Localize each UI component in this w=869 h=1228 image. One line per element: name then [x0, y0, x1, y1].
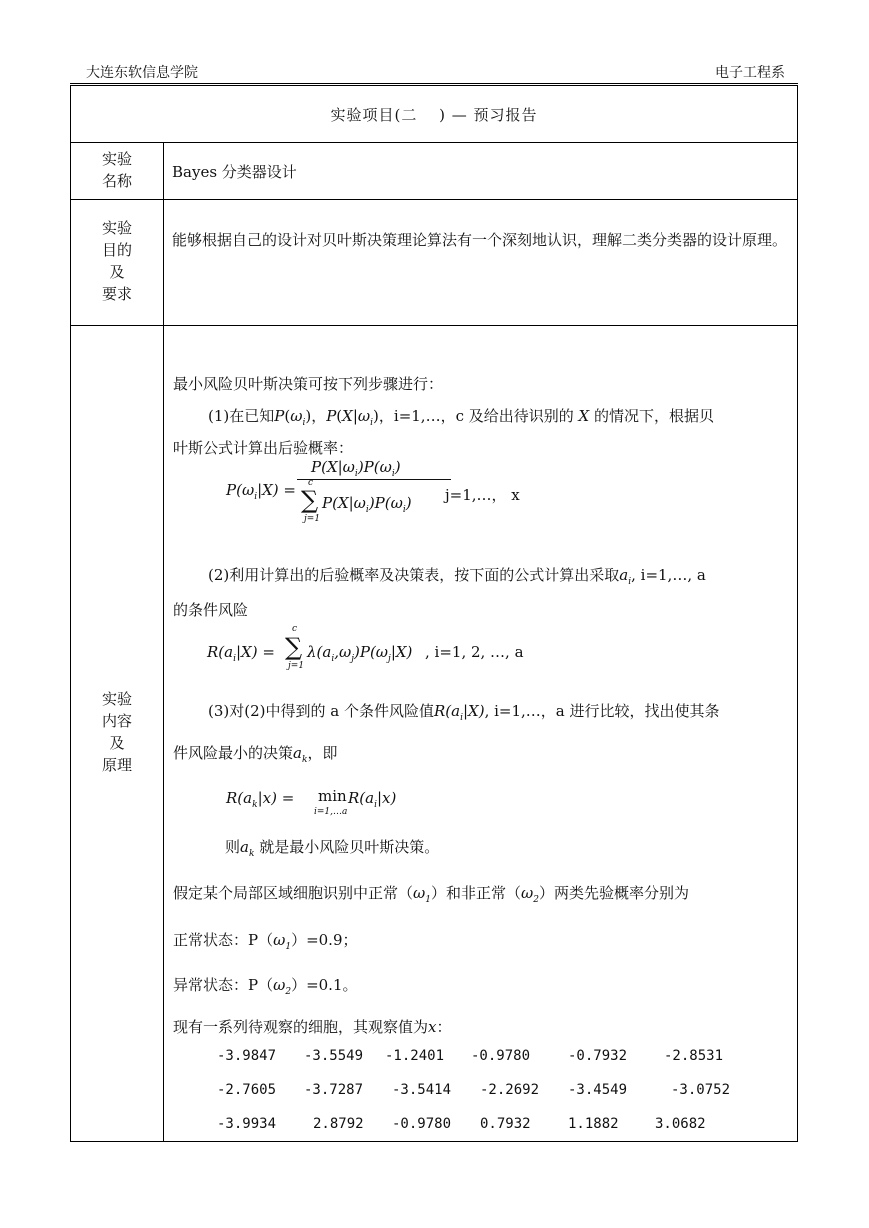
header-department: 电子工程系 — [715, 65, 785, 81]
step1-line2: 叶斯公式计算出后验概率： — [173, 439, 354, 457]
step2-line1: (2)利用计算出的后验概率及决策表，按下面的公式计算出采取$a_i$, i=1,…, a — [208, 566, 706, 587]
intro-text: 最小风险贝叶斯决策可按下列步骤进行： — [173, 375, 444, 393]
step3-line2-a: 件风险最小的决策 — [173, 744, 294, 762]
name-label-line2: 名称 — [101, 172, 132, 190]
obs-r2c5: 3.0682 — [655, 1116, 706, 1132]
name-row — [71, 143, 797, 200]
step2-line2: 的条件风险 — [173, 601, 249, 619]
step3-part-a: (3)对(2)中得到的 a 个条件风险值 — [208, 702, 434, 720]
assume-a: 假定某个局部区域细胞识别中正常（ — [173, 884, 414, 902]
experiment-name: Bayes 分类器设计 — [172, 163, 297, 181]
name-label — [71, 148, 163, 192]
goal-row — [71, 200, 797, 326]
step1-part-a: (1)在已知 — [208, 407, 275, 425]
eq1-tail: j=1,…， x — [445, 486, 520, 504]
obs-r0c5: -2.8531 — [664, 1048, 724, 1064]
formula-prior: P — [274, 407, 285, 425]
header-institution: 大连东软信息学院 — [86, 65, 198, 81]
obs-r2c1: 2.8792 — [313, 1116, 364, 1132]
abnormal-prior: 异常状态：$P(\omega_2)=0.1$。 — [173, 976, 358, 997]
obs-r1c0: -2.7605 — [217, 1082, 277, 1098]
goal-label-line1: 实验 — [101, 219, 132, 237]
content-label-line1: 实验 — [101, 690, 132, 708]
obs-r1c3: -2.2692 — [480, 1082, 540, 1098]
goal-label-line4: 要求 — [101, 285, 132, 303]
obs-r0c1: -3.5549 — [304, 1048, 364, 1064]
obs-r1c4: -3.4549 — [568, 1082, 628, 1098]
observation-intro: 现有一系列待观察的细胞，其观察值为x： — [173, 1018, 452, 1036]
assume-c: ）两类先验概率分别为 — [538, 884, 689, 902]
content-label-line4: 原理 — [101, 756, 132, 774]
abnormal-label: 异常状态：P（ — [173, 976, 274, 994]
step2-part-b: , i=1,…, a — [631, 566, 706, 584]
conclusion-b: 就是最小风险贝叶斯决策。 — [259, 838, 440, 856]
step3-line2-b: ，即 — [307, 744, 338, 762]
goal-label-line3: 及 — [109, 263, 125, 281]
normal-label: 正常状态：P（ — [173, 931, 274, 949]
content-label-line2: 内容 — [101, 712, 132, 730]
normal-value: ）=0.9； — [291, 931, 358, 949]
title-row — [71, 86, 797, 143]
name-label-line1: 实验 — [101, 150, 132, 168]
header-rule — [70, 83, 798, 84]
content-label-line3: 及 — [109, 734, 125, 752]
conclusion-a: 则 — [225, 838, 241, 856]
eq2-tail: , i=1, 2, …, a — [425, 643, 524, 661]
goal-label-line2: 目的 — [101, 241, 132, 259]
assumption-line: 假定某个局部区域细胞识别中正常$(\omega_1)$和非正常$(\omega_2)$两类先验概率分别为 — [173, 884, 689, 905]
obs-r0c0: -3.9847 — [217, 1048, 277, 1064]
obs-r1c1: -3.7287 — [304, 1082, 364, 1098]
obs-r0c4: -0.7932 — [568, 1048, 628, 1064]
report-table — [70, 85, 798, 1142]
obs-r2c2: -0.9780 — [392, 1116, 452, 1132]
step3-part-b: , i=1,…，a 进行比较，找出使其条 — [484, 702, 720, 720]
assume-b: ）和非正常（ — [430, 884, 521, 902]
step2-part-a: (2)利用计算出的后验概率及决策表，按下面的公式计算出采取 — [208, 566, 620, 584]
obs-r2c4: 1.1882 — [568, 1116, 619, 1132]
content-label — [71, 688, 163, 776]
step3-line1: (3)对(2)中得到的 a 个条件风险值$R(a_i|X)$, i=1,…，a 进行比较，找出使其条 — [208, 702, 720, 723]
obs-r1c2: -3.5414 — [392, 1082, 452, 1098]
conclusion-line: 则$a_k$ 就是最小风险贝叶斯决策。 — [225, 838, 440, 859]
observation-intro-text: 现有一系列待观察的细胞，其观察值为 — [173, 1018, 429, 1036]
step1-part-c: 的情况下，根据贝 — [594, 407, 715, 425]
obs-r2c3: 0.7932 — [480, 1116, 531, 1132]
content-row: 实验 内容 及 原理 最小风险贝叶斯决策可按下列步骤进行： (1)在已知$P(\omega_i)$，$P(X|\omega_i)$，i=1,…，c 及给出待识别的 X 的情况下，根据贝 叶斯公式计算出后验概率： $P(\omega_i|X)$ = $P(X|\omega_i)P(\omega_i)$ ∑ c j=1 $P(X|\omega_i)P(\omega_i)$ j=1,…， x (2)利用计算出的后验概率及决策表，按下面的公式计算出采取$a_i$, i=1,…, a 的条件风险 $R(a_i|X)$ = ∑ c j=1 $\lambda(a_i,\omega_j)P(\omega_j|X)$ , i=1, 2, …, a (3)对(2)中得到的 a 个条件风险值$R(a_i|X)$, i=1,…，a 进行比较，找出使其条 件风险最小的决策$a_k$，即 $R(a_k|x)$ = min i=1,…a $R(a_i|x)$ 则$a_k$ 就是最小风险贝叶斯决策。 假定某个局部区域细胞识别中正常$(\omega_1)$和非正常$(\omega_2)$两类先验概率分别为 正常状态：$P(\omega_1)=0.9$； 异常状态：$P(\omega_2)=0.1$。 现有一系列待观察的细胞，其观察值为x： -3.9847 -3.5549 -1.2401 -0.9780 -0.7932 -2.8531 -2.7605 -3.7287 -3.5414 -2.2692 -3.4549 -3.0752 -3.9934 2.8792 -0.9780 0.7932 1.1882 3.0682 — [71, 326, 797, 1141]
goal-text: 能够根据自己的设计对贝叶斯决策理论算法有一个深刻地认识，理解二类分类器的设计原理。 — [172, 231, 788, 249]
step1-line1: (1)在已知$P(\omega_i)$，$P(X|\omega_i)$，i=1,…，c 及给出待识别的 X 的情况下，根据贝 — [208, 407, 715, 428]
step1-part-b: ，i=1,…，c 及给出待识别的 — [378, 407, 574, 425]
step3-line2: 件风险最小的决策$a_k$，即 — [173, 744, 338, 765]
obs-r0c2: -1.2401 — [385, 1048, 445, 1064]
goal-label — [71, 217, 163, 305]
normal-prior: 正常状态：$P(\omega_1)=0.9$； — [173, 931, 358, 952]
abnormal-value: ）=0.1。 — [291, 976, 358, 994]
report-title: 实验项目(二 ) — 预习报告 — [330, 106, 538, 124]
obs-r1c5: -3.0752 — [671, 1082, 731, 1098]
obs-r2c0: -3.9934 — [217, 1116, 277, 1132]
obs-r0c3: -0.9780 — [471, 1048, 531, 1064]
